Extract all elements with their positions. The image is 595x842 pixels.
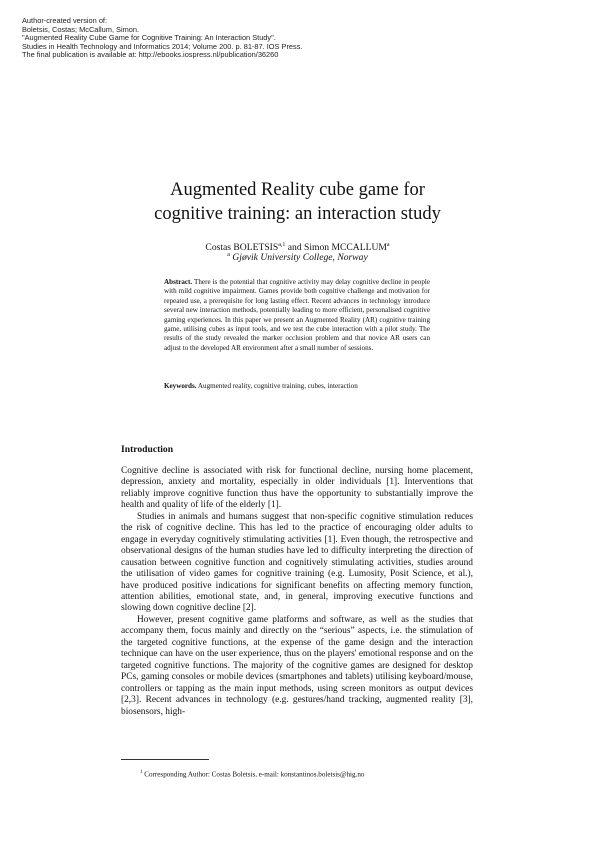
footnote xyxy=(140,768,470,779)
footnote-divider xyxy=(121,759,209,760)
paragraph: Studies in animals and humans suggest that non-specific cognitive stimulation reduces the risk of cognitive decline. This has led to the practice of encouraging older adults to engage in everyday cognitively stimulating activities [1]. Even though, the retrospective and observational designs of the human studies have led to difficulty interpreting the direction of causation between cognitive function and cognitively stimulating activities, studies around the utilisation of video games for cognitive training (e.g. Lumosity, Posit Science, et al.), have produced positive indications for significant benefits on affecting memory function, attention abilities, emotional state, and, in general, improving executive functions and slowing down cognitive decline [2]. xyxy=(121,511,473,614)
author-affil-marker: a xyxy=(386,242,390,248)
keywords-text: Augmented reality, cognitive training, cubes, interaction xyxy=(197,382,358,390)
citation-line: Boletsis, Costas; McCallum, Simon. xyxy=(22,24,140,34)
citation-line: Author-created version of: xyxy=(22,16,108,25)
footnote-text: Corresponding Author: Costas Boletsis, e-mail: konstantinos.boletsis@hig.no xyxy=(144,770,365,779)
abstract xyxy=(164,278,430,353)
keywords xyxy=(164,382,430,391)
author-name: Costas BOLETSIS xyxy=(205,242,279,254)
citation-line: "Augmented Reality Cube Game for Cognitive Training: An Interaction Study". xyxy=(22,33,276,43)
title-line-1: Augmented Reality cube game for xyxy=(170,180,425,200)
citation-header xyxy=(22,17,582,60)
affiliation xyxy=(0,252,595,263)
paragraph: Cognitive decline is associated with risk for functional decline, nursing home placement, depression, anxiety and mortality, especially in older individuals [1]. Interventions that reliably improve cognitive function thus have the opportunity to substantially improve the health and quality of life of the elderly [1]. xyxy=(121,466,473,511)
abstract-text: There is the potential that cognitive activity may delay cognitive decline in people with mild cognitive impairment. Games provide both cognitive challenge and motivation for repeated use, a prerequisite for long lasting effect. Recent advances in technology introduce several new interaction methods, potentially leading to more efficient, personalised cognitive gaming experiences. In this paper we present an Augmented Reality (AR) cognitive training game, utilising cubes as input tools, and we test the cube interaction with a pilot study. The results of the study revealed the marker occlusion problem and that novice AR users can adjust to the developed AR environment after a small number of sessions. xyxy=(164,278,430,352)
paragraph: However, present cognitive game platforms and software, as well as the studies that accompany them, focus mainly and directly on the “serious” aspects, i.e. the stimulation of the targeted cognitive functions, at the expense of the game design and the interaction technique can have on the user experience, thus on the players' emotional response and on the targeted cognitive functions. The majority of the cognitive games are designed for desktop PCs, gaming consoles or mobile devices (smartphones and tablets) utilising keyboard/mouse, controllers or tapping as the main input methods, using screen monitors as output devices [2,3]. Recent advances in technology (e.g. gestures/hand tracking, augmented reality [3], biosensors, high- xyxy=(121,614,473,717)
affiliation-text: Gjøvik University College, Norway xyxy=(232,252,368,264)
section-heading: Introduction xyxy=(121,444,174,455)
citation-line: The final publication is available at: http://ebooks.iospress.nl/publication/36260 xyxy=(22,50,279,60)
paper-title xyxy=(0,178,595,226)
author-name: and Simon MCCALLUM xyxy=(285,242,387,254)
footnote-marker: 1 xyxy=(140,770,143,775)
citation-line: Studies in Health Technology and Informatics 2014; Volume 200. p. 81-87. IOS Press. xyxy=(22,41,303,51)
abstract-label: Abstract. xyxy=(164,278,193,286)
title-line-2: cognitive training: an interaction study xyxy=(154,204,441,224)
body-text xyxy=(121,466,473,718)
keywords-label: Keywords. xyxy=(164,382,197,390)
author-affil-marker: a,1 xyxy=(278,242,286,248)
affiliation-marker: a xyxy=(227,252,230,258)
